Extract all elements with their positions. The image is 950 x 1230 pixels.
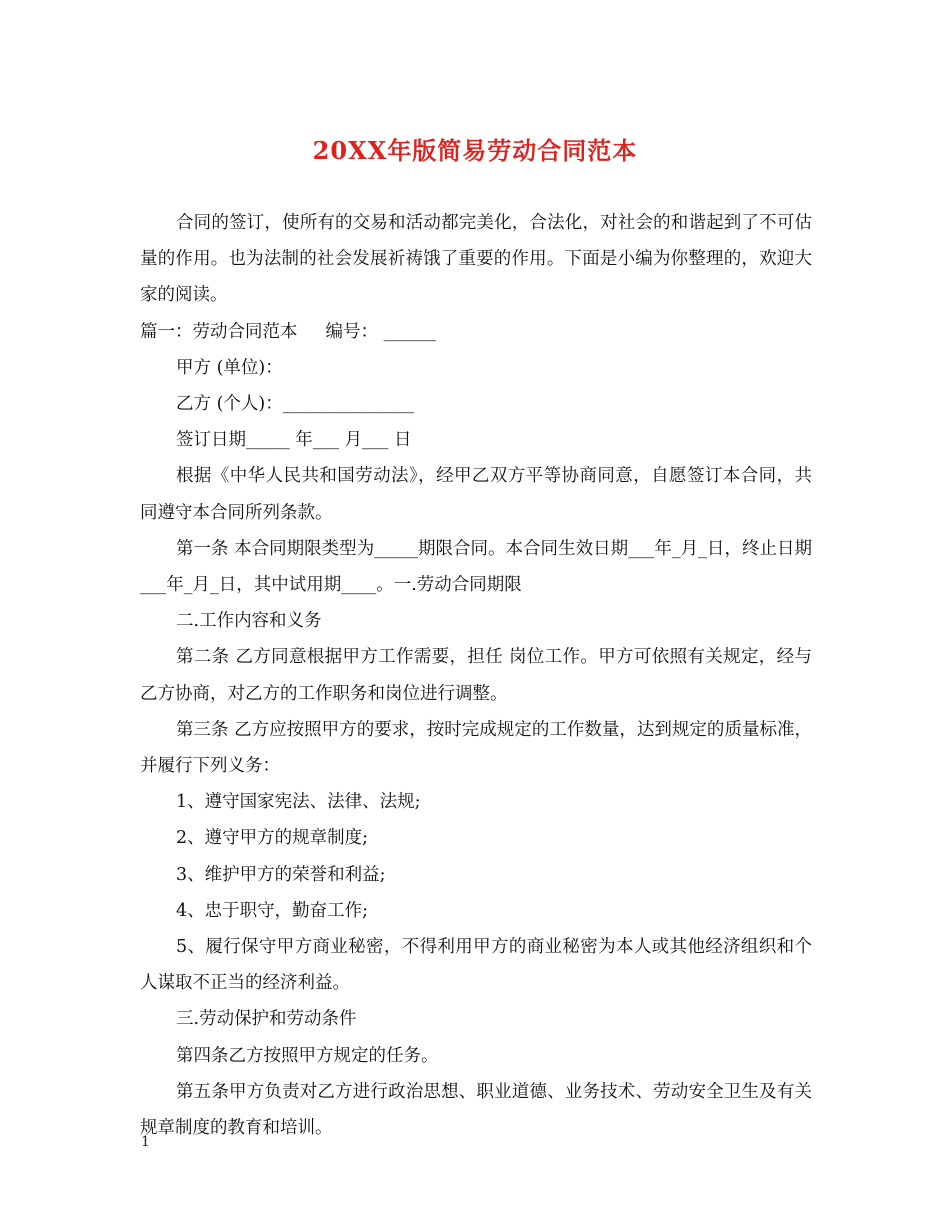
paragraph-party-b: 乙方 (个人)：_______________ (176, 394, 414, 415)
paragraph-article-5: 第五条甲方负责对乙方进行政治思想、职业道德、业务技术、劳动安全卫生及有关规章制度的教育和培训。 (140, 1081, 812, 1139)
document-body (140, 205, 812, 1146)
list-item-obligation-3: 3、维护甲方的荣誉和利益; (176, 864, 386, 885)
section-one-title: 篇一：劳动合同范本 (140, 321, 298, 342)
paragraph-article-2: 第二条 乙方同意根据甲方工作需要，担任 岗位工作。甲方可依照有关规定，经与乙方协商，对乙方的工作职务和岗位进行调整。 (140, 647, 812, 704)
paragraph-article-4: 第四条乙方按照甲方规定的任务。 (176, 1045, 439, 1066)
document-title: 20XX年版简易劳动合同范本 (312, 136, 638, 165)
paragraph-sign-date: 签订日期_____ 年___ 月___ 日 (176, 430, 412, 451)
paragraph-section-one-heading (140, 314, 812, 350)
paragraph-article-3: 第三条 乙方应按照甲方的要求，按时完成规定的工作数量，达到规定的质量标准，并履行下列义务： (140, 719, 812, 777)
paragraph-article-1: 第一条 本合同期限类型为_____期限合同。本合同生效日期___年_月_日，终止日期___年_月_日，其中试用期____。一.劳动合同期限 (140, 538, 812, 596)
page-number: 1 (141, 1134, 150, 1150)
contract-number-label: 编号： ______ (325, 321, 437, 342)
paragraph-section-2-heading: 二.工作内容和义务 (176, 611, 322, 632)
list-item-obligation-5: 5、履行保守甲方商业秘密，不得利用甲方的商业秘密为本人或其他经济组织和个人谋取不正当的经济利益。 (140, 937, 812, 994)
list-item-obligation-4: 4、忠于职守，勤奋工作; (176, 900, 369, 921)
list-item-obligation-2: 2、遵守甲方的规章制度; (176, 828, 369, 849)
paragraph-section-3-heading: 三.劳动保护和劳动条件 (176, 1009, 357, 1030)
paragraph-legal-basis: 根据《中华人民共和国劳动法》，经甲乙双方平等协商同意，自愿签订本合同，共同遵守本合同所列条款。 (140, 466, 812, 523)
paragraph-party-a: 甲方 (单位)： (176, 357, 283, 378)
list-item-obligation-1: 1、遵守国家宪法、法律、法规; (176, 792, 421, 813)
paragraph-intro: 合同的签订，使所有的交易和活动都完美化，合法化，对社会的和谐起到了不可估量的作用。也为法制的社会发展祈祷饿了重要的作用。下面是小编为你整理的，欢迎大家的阅读。 (140, 213, 812, 306)
